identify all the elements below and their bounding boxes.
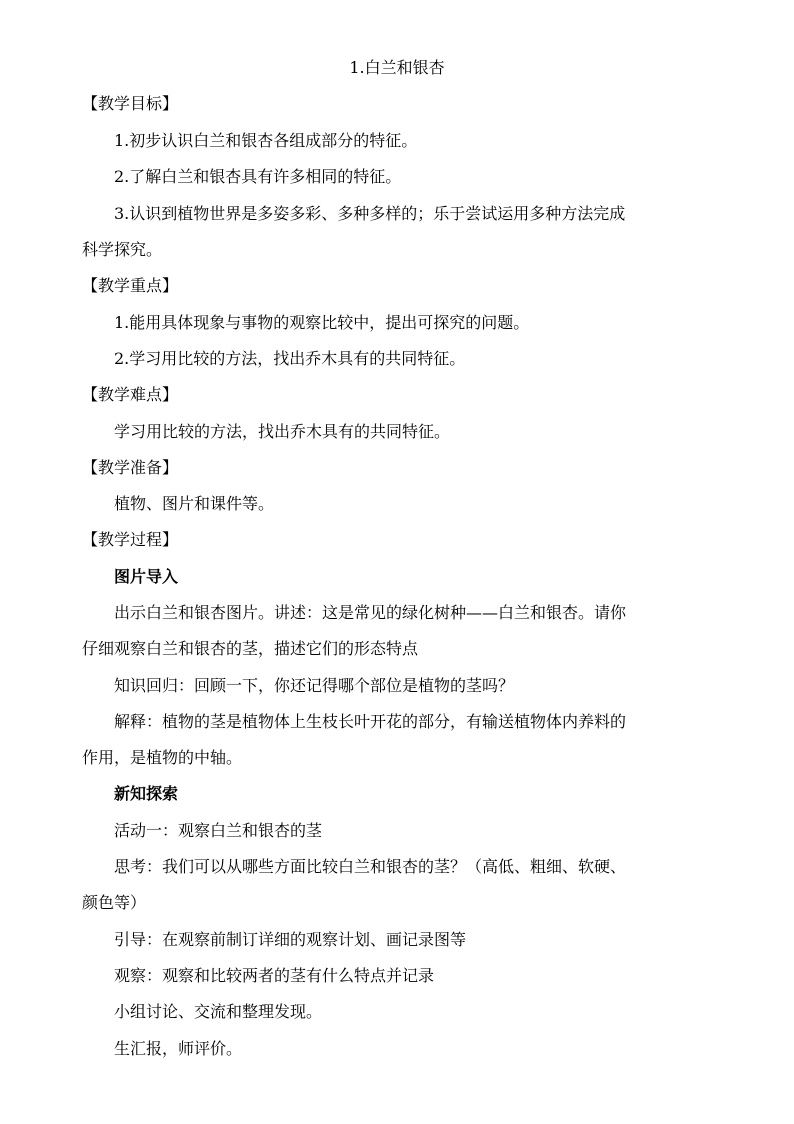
explore-line-4: 引导：在观察前制订详细的观察计划、画记录图等: [114, 930, 467, 949]
objective-item-3: 3.认识到植物世界是多姿多彩、多种多样的；乐于尝试运用多种方法完成: [114, 204, 626, 223]
objective-item-3-continued: 科学探究。: [82, 240, 163, 259]
explore-line-2: 思考：我们可以从哪些方面比较白兰和银杏的茎？（高低、粗细、软硬、: [114, 857, 627, 876]
heading-preparation: 【教学准备】: [82, 458, 179, 477]
explore-line-1: 活动一：观察白兰和银杏的茎: [114, 821, 323, 840]
objective-item-1: 1.初步认识白兰和银杏各组成部分的特征。: [114, 131, 418, 150]
intro-line-4: 解释：植物的茎是植物体上生枝长叶开花的部分，有输送植物体内养料的: [114, 712, 627, 731]
heading-objectives: 【教学目标】: [82, 94, 179, 113]
intro-line-3: 知识回归：回顾一下，你还记得哪个部位是植物的茎吗？: [114, 676, 515, 695]
heading-difficulties: 【教学难点】: [82, 385, 179, 404]
subheading-explore: 新知探索: [114, 784, 179, 803]
key-point-item-1: 1.能用具体现象与事物的观察比较中，提出可探究的问题。: [114, 313, 530, 332]
document-title: 1.白兰和银杏: [349, 58, 445, 77]
explore-line-6: 小组讨论、交流和整理发现。: [114, 1002, 323, 1021]
key-point-item-2: 2.学习用比较的方法，找出乔木具有的共同特征。: [114, 349, 466, 368]
difficulty-item-1: 学习用比较的方法，找出乔木具有的共同特征。: [114, 422, 451, 441]
explore-line-3: 颜色等）: [82, 893, 147, 912]
preparation-item-1: 植物、图片和课件等。: [114, 494, 275, 513]
intro-line-5: 作用，是植物的中轴。: [82, 748, 243, 767]
heading-process: 【教学过程】: [82, 530, 179, 549]
objective-item-2: 2.了解白兰和银杏具有许多相同的特征。: [114, 167, 402, 186]
subheading-intro: 图片导入: [114, 567, 179, 586]
heading-key-points: 【教学重点】: [82, 276, 179, 295]
intro-line-2: 仔细观察白兰和银杏的茎，描述它们的形态特点: [82, 639, 419, 658]
intro-line-1: 出示白兰和银杏图片。讲述：这是常见的绿化树种——白兰和银杏。请你: [114, 603, 627, 622]
explore-line-5: 观察：观察和比较两者的茎有什么特点并记录: [114, 966, 435, 985]
explore-line-7: 生汇报，师评价。: [114, 1039, 243, 1058]
